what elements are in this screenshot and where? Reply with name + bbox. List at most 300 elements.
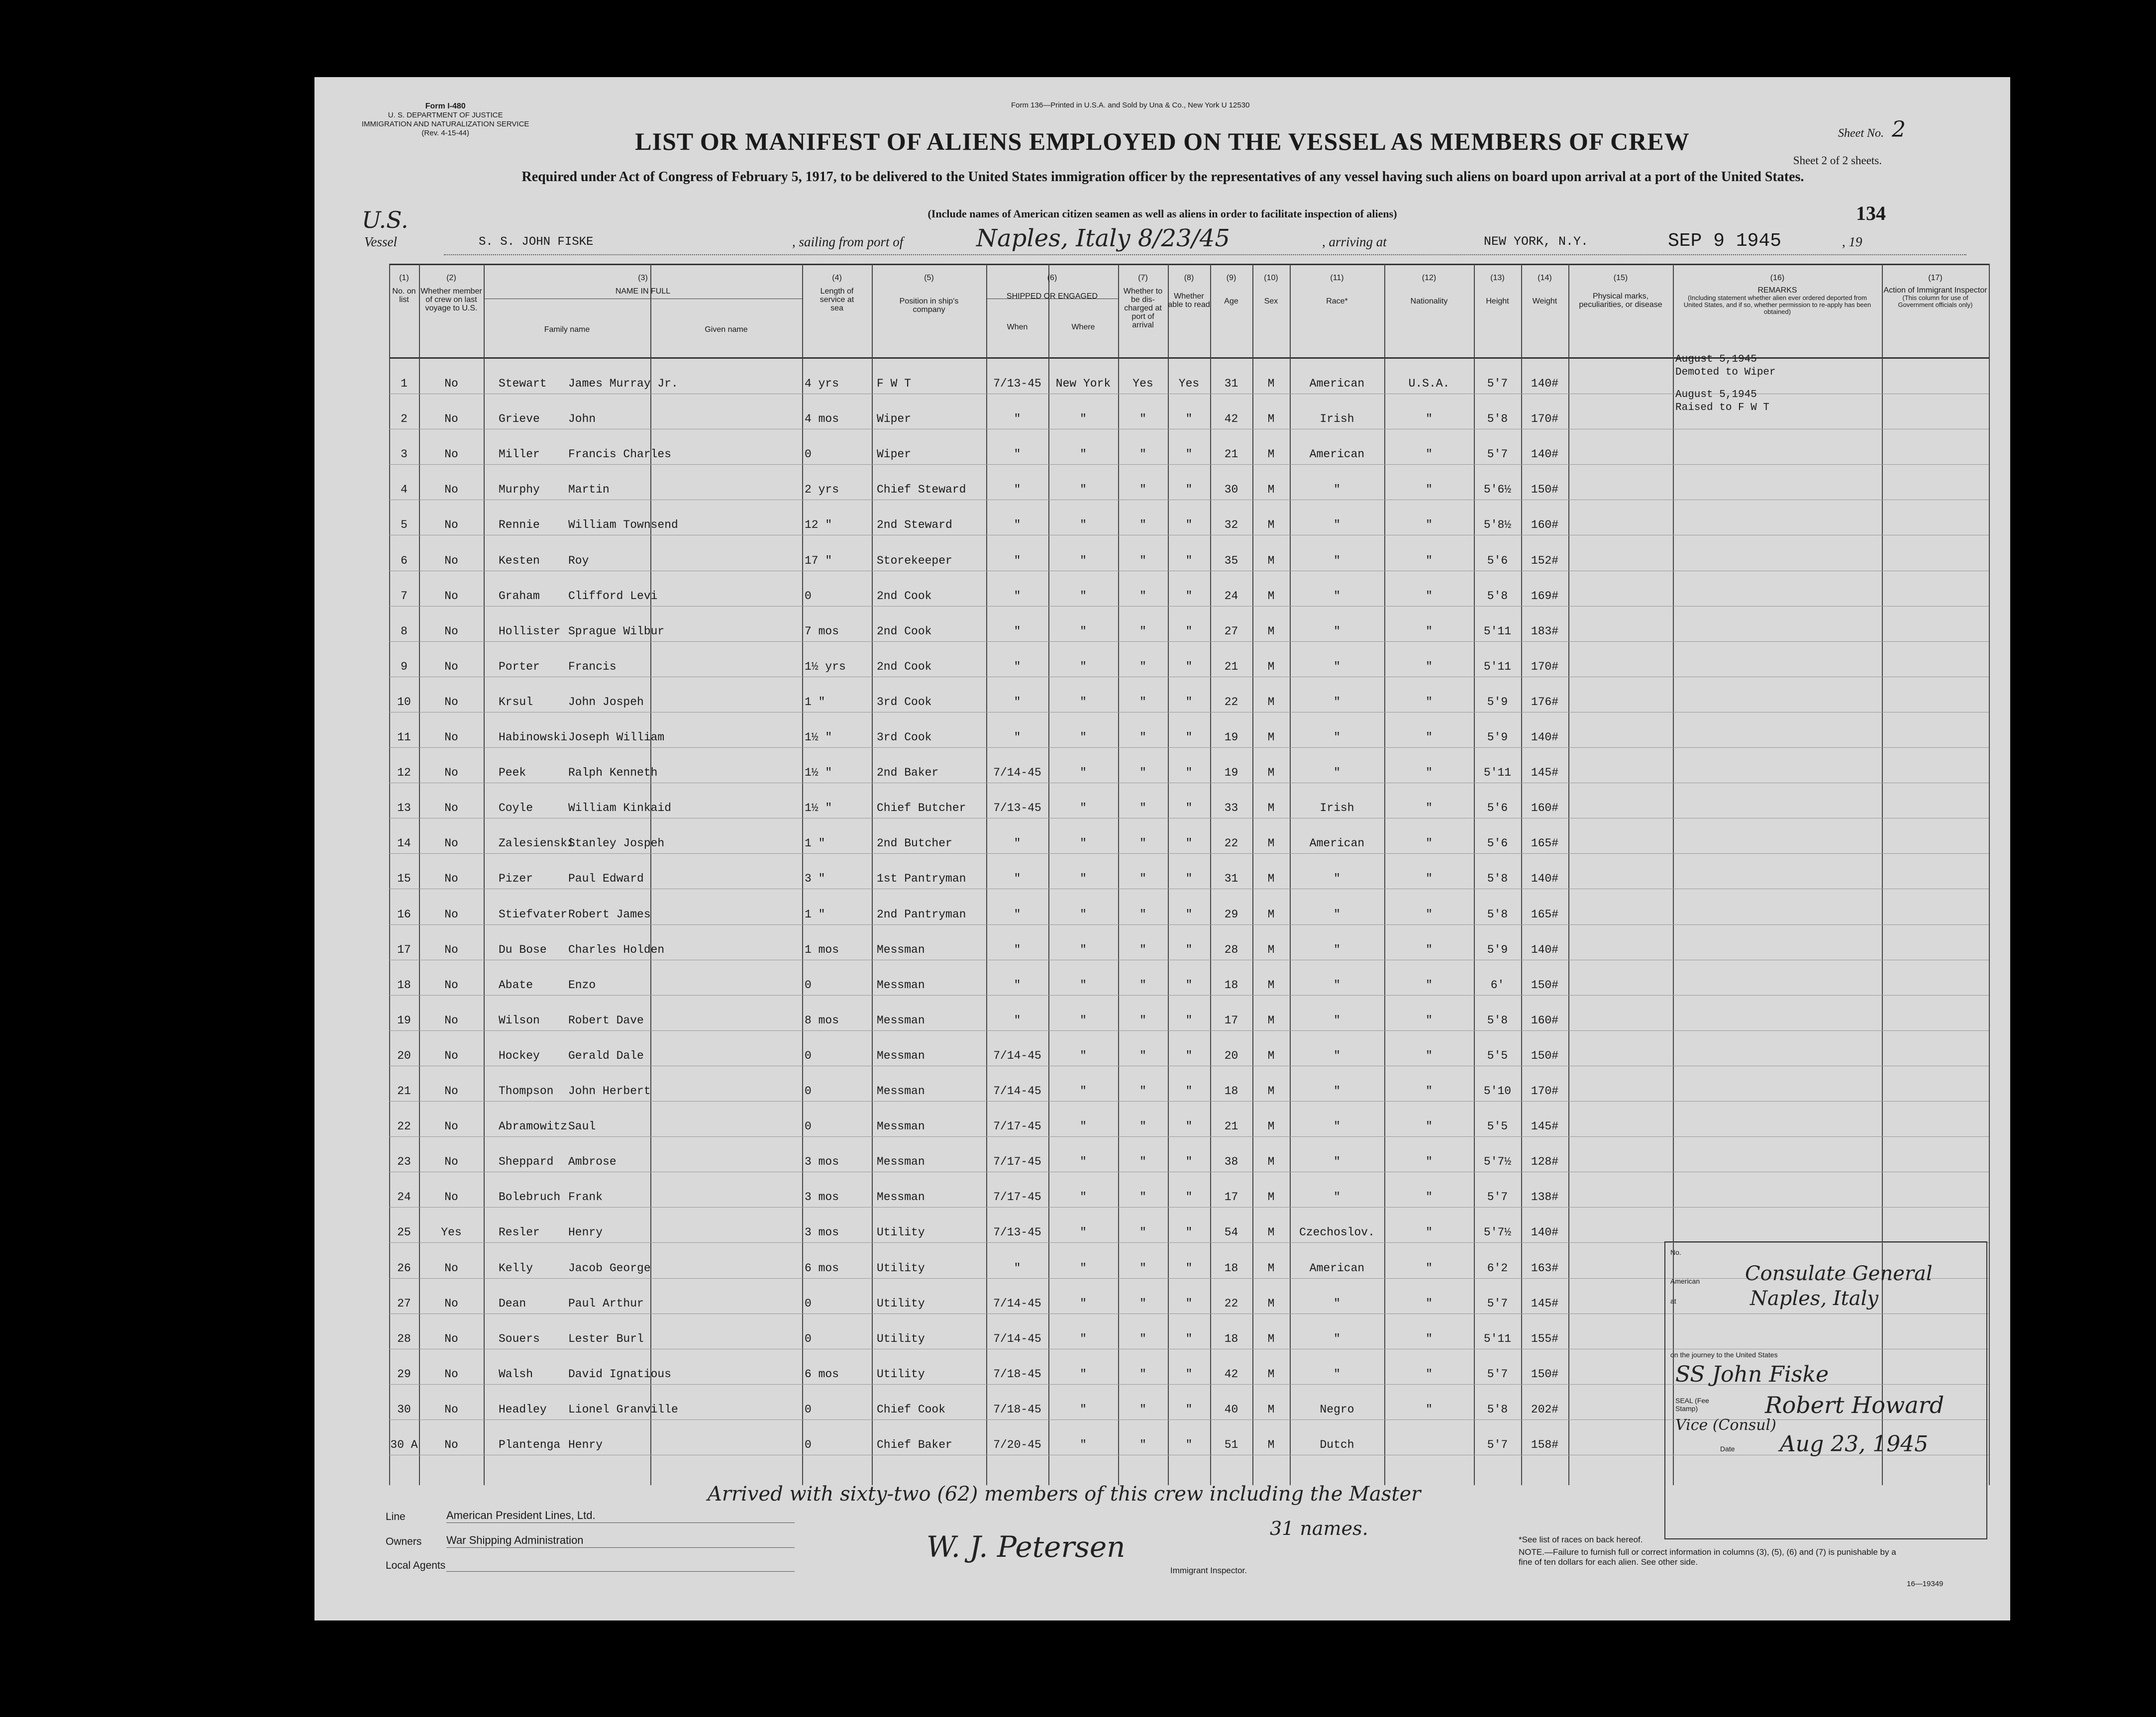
- family-name: Krsul: [499, 695, 533, 708]
- include-note: (Include names of American citizen seamen as well as aliens in order to facilitate inspection of aliens): [927, 207, 1397, 220]
- row-number: 17: [397, 943, 411, 956]
- race: American: [1309, 1261, 1365, 1275]
- row-number: 30 A: [390, 1438, 418, 1451]
- height: 5'10: [1483, 1085, 1512, 1098]
- table-row: [389, 1066, 1989, 1102]
- family-name: Hockey: [499, 1049, 540, 1062]
- position: 2nd Steward: [877, 518, 952, 532]
- owners-value: War Shipping Administration: [446, 1534, 584, 1546]
- sex: M: [1267, 377, 1275, 390]
- nationality: ": [1426, 1049, 1433, 1062]
- service: IMMIGRATION AND NATURALIZATION SERVICE: [362, 120, 529, 128]
- given-name: Lionel Granville: [568, 1403, 678, 1416]
- height: 5'11: [1483, 1332, 1512, 1345]
- service-length: 3 ": [805, 872, 825, 886]
- age: 35: [1224, 554, 1238, 567]
- service-length: 1½ yrs: [805, 660, 846, 673]
- sex: M: [1267, 660, 1275, 673]
- shipped-when: ": [1014, 837, 1021, 850]
- col8-number: (8): [1184, 274, 1194, 282]
- race: ": [1334, 908, 1340, 921]
- col3-family-title: Family name: [544, 325, 590, 334]
- race: ": [1334, 483, 1340, 497]
- shipped-when: ": [1014, 731, 1021, 744]
- arrival-note: Arrived with sixty-two (62) members of this crew including the Master: [708, 1483, 1421, 1506]
- position: Chief Baker: [877, 1438, 952, 1451]
- col16-number: (16): [1770, 274, 1785, 282]
- col3-title: NAME IN FULL: [615, 287, 671, 296]
- weight: 150#: [1531, 483, 1559, 497]
- shipped-when: 7/18-45: [993, 1403, 1041, 1416]
- manifest-page: [314, 77, 2010, 1620]
- row-number: 14: [397, 837, 411, 850]
- service-length: 0: [805, 589, 812, 603]
- sex: M: [1267, 837, 1275, 850]
- given-name: Gerald Dale: [568, 1049, 644, 1062]
- race: ": [1334, 518, 1340, 532]
- col13-number: (13): [1490, 274, 1505, 282]
- col11-title: Race*: [1326, 297, 1348, 305]
- shipped-where: ": [1080, 518, 1087, 532]
- position: Messman: [877, 978, 925, 992]
- weight: 140#: [1531, 872, 1559, 886]
- weight: 145#: [1531, 766, 1559, 780]
- shipped-when: 7/20-45: [993, 1438, 1041, 1451]
- race: Negro: [1320, 1403, 1354, 1416]
- shipped-where: ": [1080, 448, 1087, 461]
- sex: M: [1267, 483, 1275, 497]
- service-length: 1½ ": [805, 802, 832, 815]
- agents-label: Local Agents: [386, 1560, 446, 1571]
- nationality: ": [1426, 978, 1433, 992]
- row-number: 26: [397, 1261, 411, 1275]
- col12-number: (12): [1422, 274, 1437, 282]
- stamp-signature: Robert Howard: [1765, 1392, 1945, 1418]
- discharged: Yes: [1132, 377, 1153, 390]
- shipped-when: 7/17-45: [993, 1191, 1041, 1204]
- shipped-where: ": [1080, 943, 1087, 956]
- age: 30: [1224, 483, 1238, 497]
- service-length: 2 yrs: [805, 483, 839, 497]
- race: ": [1334, 1085, 1340, 1098]
- shipped-where: ": [1080, 1085, 1087, 1098]
- able-to-read: ": [1185, 802, 1193, 815]
- department: U. S. DEPARTMENT OF JUSTICE: [388, 111, 503, 119]
- last-voyage: No: [444, 872, 458, 886]
- sailing-label: , sailing from port of: [792, 234, 904, 249]
- row-number: 11: [397, 731, 411, 744]
- given-name: Roy: [568, 554, 589, 567]
- header-col6: [986, 274, 1118, 338]
- col6-where-title: Where: [1071, 323, 1095, 331]
- shipped-when: ": [1014, 483, 1021, 497]
- height: 5'9: [1487, 695, 1508, 708]
- given-name: Jacob George: [568, 1261, 651, 1275]
- position: Utility: [877, 1367, 925, 1381]
- able-to-read: ": [1185, 518, 1193, 532]
- table-row: [389, 1030, 1989, 1066]
- nationality: ": [1426, 943, 1433, 956]
- header-col14: [1521, 274, 1568, 305]
- shipped-when: 7/14-45: [993, 1297, 1041, 1310]
- service-length: 6 mos: [805, 1367, 839, 1381]
- service-length: 8 mos: [805, 1013, 839, 1027]
- nationality: ": [1426, 1120, 1433, 1133]
- last-voyage: No: [444, 554, 458, 567]
- col17-number: (17): [1928, 274, 1943, 282]
- height: 5'8: [1487, 1013, 1508, 1027]
- nationality: ": [1426, 412, 1433, 426]
- shipped-where: ": [1080, 1049, 1087, 1062]
- last-voyage: No: [444, 589, 458, 603]
- race: ": [1334, 624, 1340, 638]
- page-number: 134: [1856, 202, 1886, 224]
- able-to-read: ": [1185, 1367, 1193, 1381]
- service-length: 1½ ": [805, 766, 832, 780]
- nationality: ": [1426, 483, 1433, 497]
- discharged: ": [1139, 978, 1146, 992]
- age: 18: [1224, 1085, 1238, 1098]
- able-to-read: ": [1185, 1332, 1193, 1345]
- shipped-when: 7/17-45: [993, 1155, 1041, 1169]
- row-number: 13: [397, 802, 411, 815]
- shipped-where: ": [1080, 1226, 1087, 1239]
- row-number: 28: [397, 1332, 411, 1345]
- service-length: 0: [805, 1403, 812, 1416]
- stamp-journey-label: on the journey to the United States: [1670, 1351, 1778, 1359]
- last-voyage: Yes: [441, 1226, 462, 1239]
- service-length: 1 ": [805, 837, 825, 850]
- line-label: Line: [386, 1511, 406, 1522]
- race: ": [1334, 766, 1340, 780]
- weight: 163#: [1531, 1261, 1559, 1275]
- table-row: [389, 712, 1989, 748]
- able-to-read: ": [1185, 554, 1193, 567]
- nationality: ": [1426, 908, 1433, 921]
- shipped-where: ": [1080, 872, 1087, 886]
- service-length: 4 mos: [805, 412, 839, 426]
- able-to-read: Yes: [1178, 377, 1200, 390]
- able-to-read: ": [1185, 1120, 1193, 1133]
- position: Wiper: [877, 448, 912, 461]
- last-voyage: No: [444, 1367, 458, 1381]
- nationality: ": [1426, 872, 1433, 886]
- shipped-when: ": [1014, 589, 1021, 603]
- nationality: ": [1426, 1332, 1433, 1345]
- discharged: ": [1139, 589, 1146, 603]
- position: Messman: [877, 943, 925, 956]
- nationality: ": [1426, 448, 1433, 461]
- position: 2nd Cook: [877, 624, 932, 638]
- position: 1st Pantryman: [877, 872, 966, 886]
- nationality: ": [1426, 837, 1433, 850]
- able-to-read: ": [1185, 978, 1193, 992]
- last-voyage: No: [444, 1297, 458, 1310]
- table-row: [389, 995, 1989, 1031]
- stamp-consulate: Consulate General: [1745, 1262, 1933, 1285]
- sex: M: [1267, 1297, 1275, 1310]
- able-to-read: ": [1185, 1438, 1193, 1451]
- weight: 150#: [1531, 1367, 1559, 1381]
- last-voyage: No: [444, 1155, 458, 1169]
- sex: M: [1267, 1120, 1275, 1133]
- sex: M: [1267, 589, 1275, 603]
- height: 5'7: [1487, 1438, 1508, 1451]
- vessel-line: [344, 224, 1981, 255]
- family-name: Stewart: [499, 377, 547, 390]
- last-voyage: No: [444, 412, 458, 426]
- shipped-where: ": [1080, 1332, 1087, 1345]
- shipped-where: ": [1080, 660, 1087, 673]
- able-to-read: ": [1185, 943, 1193, 956]
- stamp-american-label: American: [1670, 1277, 1700, 1285]
- shipped-where: ": [1080, 1297, 1087, 1310]
- shipped-when: 7/14-45: [993, 1332, 1041, 1345]
- sex: M: [1267, 554, 1275, 567]
- service-length: 0: [805, 1297, 812, 1310]
- col9-number: (9): [1226, 274, 1236, 282]
- family-name: Du Bose: [499, 943, 547, 956]
- discharged: ": [1139, 660, 1146, 673]
- able-to-read: ": [1185, 872, 1193, 886]
- shipped-where: ": [1080, 412, 1087, 426]
- height: 5'7½: [1483, 1155, 1512, 1169]
- col14-title: Weight: [1532, 297, 1557, 305]
- age: 51: [1224, 1438, 1238, 1451]
- header-col7: [1118, 274, 1168, 329]
- weight: 160#: [1531, 518, 1559, 532]
- us-mark: U.S.: [362, 206, 409, 233]
- able-to-read: ": [1185, 766, 1193, 780]
- vessel-label: Vessel: [364, 234, 397, 249]
- age: 29: [1224, 908, 1238, 921]
- nationality: ": [1426, 1155, 1433, 1169]
- row-number: 22: [397, 1120, 411, 1133]
- given-name: Ralph Kenneth: [568, 766, 658, 780]
- given-name: Martin: [568, 483, 610, 497]
- age: 18: [1224, 1261, 1238, 1275]
- shipped-when: 7/13-45: [993, 1226, 1041, 1239]
- weight: 145#: [1531, 1297, 1559, 1310]
- race: Irish: [1320, 802, 1354, 815]
- last-voyage: No: [444, 766, 458, 780]
- last-voyage: No: [444, 483, 458, 497]
- last-voyage: No: [444, 1191, 458, 1204]
- family-name: Resler: [499, 1226, 540, 1239]
- nationality: ": [1426, 518, 1433, 532]
- discharged: ": [1139, 518, 1146, 532]
- row-number: 8: [401, 624, 408, 638]
- nationality: ": [1426, 695, 1433, 708]
- col12-title: Nationality: [1410, 297, 1448, 305]
- sex: M: [1267, 908, 1275, 921]
- nationality: ": [1426, 731, 1433, 744]
- shipped-where: ": [1080, 1191, 1087, 1204]
- family-name: Dean: [499, 1297, 526, 1310]
- nationality: ": [1426, 1297, 1433, 1310]
- weight: 150#: [1531, 978, 1559, 992]
- sex: M: [1267, 802, 1275, 815]
- col5-title: Position in ship's company: [899, 297, 959, 314]
- height: 5'11: [1483, 624, 1512, 638]
- position: Storekeeper: [877, 554, 952, 567]
- family-name: Plantenga: [499, 1438, 561, 1451]
- family-name: Souers: [499, 1332, 540, 1345]
- remarks: August 5,1945 Demoted to Wiper: [1675, 354, 1776, 378]
- weight: 170#: [1531, 1085, 1559, 1098]
- last-voyage: No: [444, 1261, 458, 1275]
- table-row: [389, 889, 1989, 925]
- header-col17: [1882, 274, 1989, 308]
- discharged: ": [1139, 448, 1146, 461]
- position: Messman: [877, 1155, 925, 1169]
- shipped-when: 7/13-45: [993, 377, 1041, 390]
- last-voyage: No: [444, 1085, 458, 1098]
- service-length: 3 mos: [805, 1155, 839, 1169]
- table-row: [389, 747, 1989, 783]
- family-name: Abramowitz: [499, 1120, 568, 1133]
- family-name: Coyle: [499, 802, 533, 815]
- shipped-where: ": [1080, 554, 1087, 567]
- sex: M: [1267, 1085, 1275, 1098]
- discharged: ": [1139, 1403, 1146, 1416]
- service-length: 0: [805, 1085, 812, 1098]
- col6-title: SHIPPED OR ENGAGED: [1006, 292, 1098, 301]
- shipped-where: ": [1080, 1155, 1087, 1169]
- given-name: Francis Charles: [568, 448, 672, 461]
- family-name: Peek: [499, 766, 526, 780]
- family-name: Stiefvater: [499, 908, 568, 921]
- nationality: ": [1426, 802, 1433, 815]
- given-name: James Murray Jr.: [568, 377, 678, 390]
- able-to-read: ": [1185, 660, 1193, 673]
- able-to-read: ": [1185, 908, 1193, 921]
- weight: 160#: [1531, 1013, 1559, 1027]
- table-row: [389, 1136, 1989, 1172]
- service-length: 0: [805, 448, 812, 461]
- shipped-when: 7/14-45: [993, 766, 1041, 780]
- discharged: ": [1139, 731, 1146, 744]
- given-name: Lester Burl: [568, 1332, 644, 1345]
- position: F W T: [877, 377, 912, 390]
- col17-title: Action of Immigrant Inspector: [1883, 286, 1987, 295]
- sex: M: [1267, 624, 1275, 638]
- age: 31: [1224, 872, 1238, 886]
- age: 27: [1224, 624, 1238, 638]
- row-number: 19: [397, 1013, 411, 1027]
- position: Messman: [877, 1013, 925, 1027]
- height: 5'9: [1487, 943, 1508, 956]
- race: ": [1334, 1120, 1340, 1133]
- last-voyage: No: [444, 943, 458, 956]
- col5-number: (5): [924, 274, 934, 282]
- table-row: [389, 853, 1989, 889]
- shipped-when: ": [1014, 660, 1021, 673]
- given-name: Robert James: [568, 908, 651, 921]
- sex: M: [1267, 1155, 1275, 1169]
- weight: 140#: [1531, 1226, 1559, 1239]
- discharged: ": [1139, 766, 1146, 780]
- height: 5'6½: [1483, 483, 1512, 497]
- nationality: ": [1426, 624, 1433, 638]
- able-to-read: ": [1185, 1297, 1193, 1310]
- header-col13: [1474, 274, 1521, 305]
- service-length: 1 ": [805, 695, 825, 708]
- given-name: Joseph William: [568, 731, 665, 744]
- col7-title: Whether to be dis-charged at port of arrival: [1123, 287, 1163, 329]
- shipped-when: ": [1014, 518, 1021, 532]
- position: Utility: [877, 1261, 925, 1275]
- owners-label: Owners: [386, 1536, 422, 1547]
- age: 31: [1224, 377, 1238, 390]
- given-name: Charles Holden: [568, 943, 665, 956]
- sex: M: [1267, 412, 1275, 426]
- service-length: 17 ": [805, 554, 832, 567]
- able-to-read: ": [1185, 1226, 1193, 1239]
- sex: M: [1267, 695, 1275, 708]
- height: 5'8: [1487, 908, 1508, 921]
- weight: 128#: [1531, 1155, 1559, 1169]
- table-row: [389, 606, 1989, 642]
- able-to-read: ": [1185, 448, 1193, 461]
- row-number: 24: [397, 1191, 411, 1204]
- weight: 152#: [1531, 554, 1559, 567]
- service-length: 3 mos: [805, 1226, 839, 1239]
- position: Utility: [877, 1297, 925, 1310]
- sex: M: [1267, 1261, 1275, 1275]
- discharged: ": [1139, 1367, 1146, 1381]
- age: 38: [1224, 1155, 1238, 1169]
- nationality: ": [1426, 589, 1433, 603]
- race: ": [1334, 1155, 1340, 1169]
- weight: 145#: [1531, 1120, 1559, 1133]
- discharged: ": [1139, 1085, 1146, 1098]
- col15-number: (15): [1613, 274, 1628, 282]
- header-col12: [1384, 274, 1474, 305]
- row-number: 16: [397, 908, 411, 921]
- service-length: 0: [805, 1049, 812, 1062]
- sex: M: [1267, 1403, 1275, 1416]
- header-col11: [1290, 274, 1384, 305]
- col6-when-title: When: [1007, 323, 1028, 331]
- last-voyage: No: [444, 660, 458, 673]
- shipped-where: ": [1080, 483, 1087, 497]
- last-voyage: No: [444, 624, 458, 638]
- given-name: John Jospeh: [568, 695, 644, 708]
- sex: M: [1267, 1226, 1275, 1239]
- sex: M: [1267, 731, 1275, 744]
- family-name: Wilson: [499, 1013, 540, 1027]
- sheet-number-label: Sheet No.: [1838, 127, 1884, 140]
- revision: (Rev. 4-15-44): [421, 129, 470, 137]
- col7-number: (7): [1138, 274, 1148, 282]
- discharged: ": [1139, 908, 1146, 921]
- able-to-read: ": [1185, 483, 1193, 497]
- header-col10: [1252, 274, 1290, 305]
- row-number: 2: [401, 412, 408, 426]
- height: 5'7: [1487, 1297, 1508, 1310]
- given-name: William Townsend: [568, 518, 678, 532]
- last-voyage: No: [444, 1120, 458, 1133]
- given-name: Paul Arthur: [568, 1297, 644, 1310]
- shipped-where: ": [1080, 589, 1087, 603]
- table-row: [389, 677, 1989, 712]
- able-to-read: ": [1185, 1155, 1193, 1169]
- race: ": [1334, 943, 1340, 956]
- discharged: ": [1139, 1297, 1146, 1310]
- given-name: Clifford Levi: [568, 589, 658, 603]
- height: 5'11: [1483, 660, 1512, 673]
